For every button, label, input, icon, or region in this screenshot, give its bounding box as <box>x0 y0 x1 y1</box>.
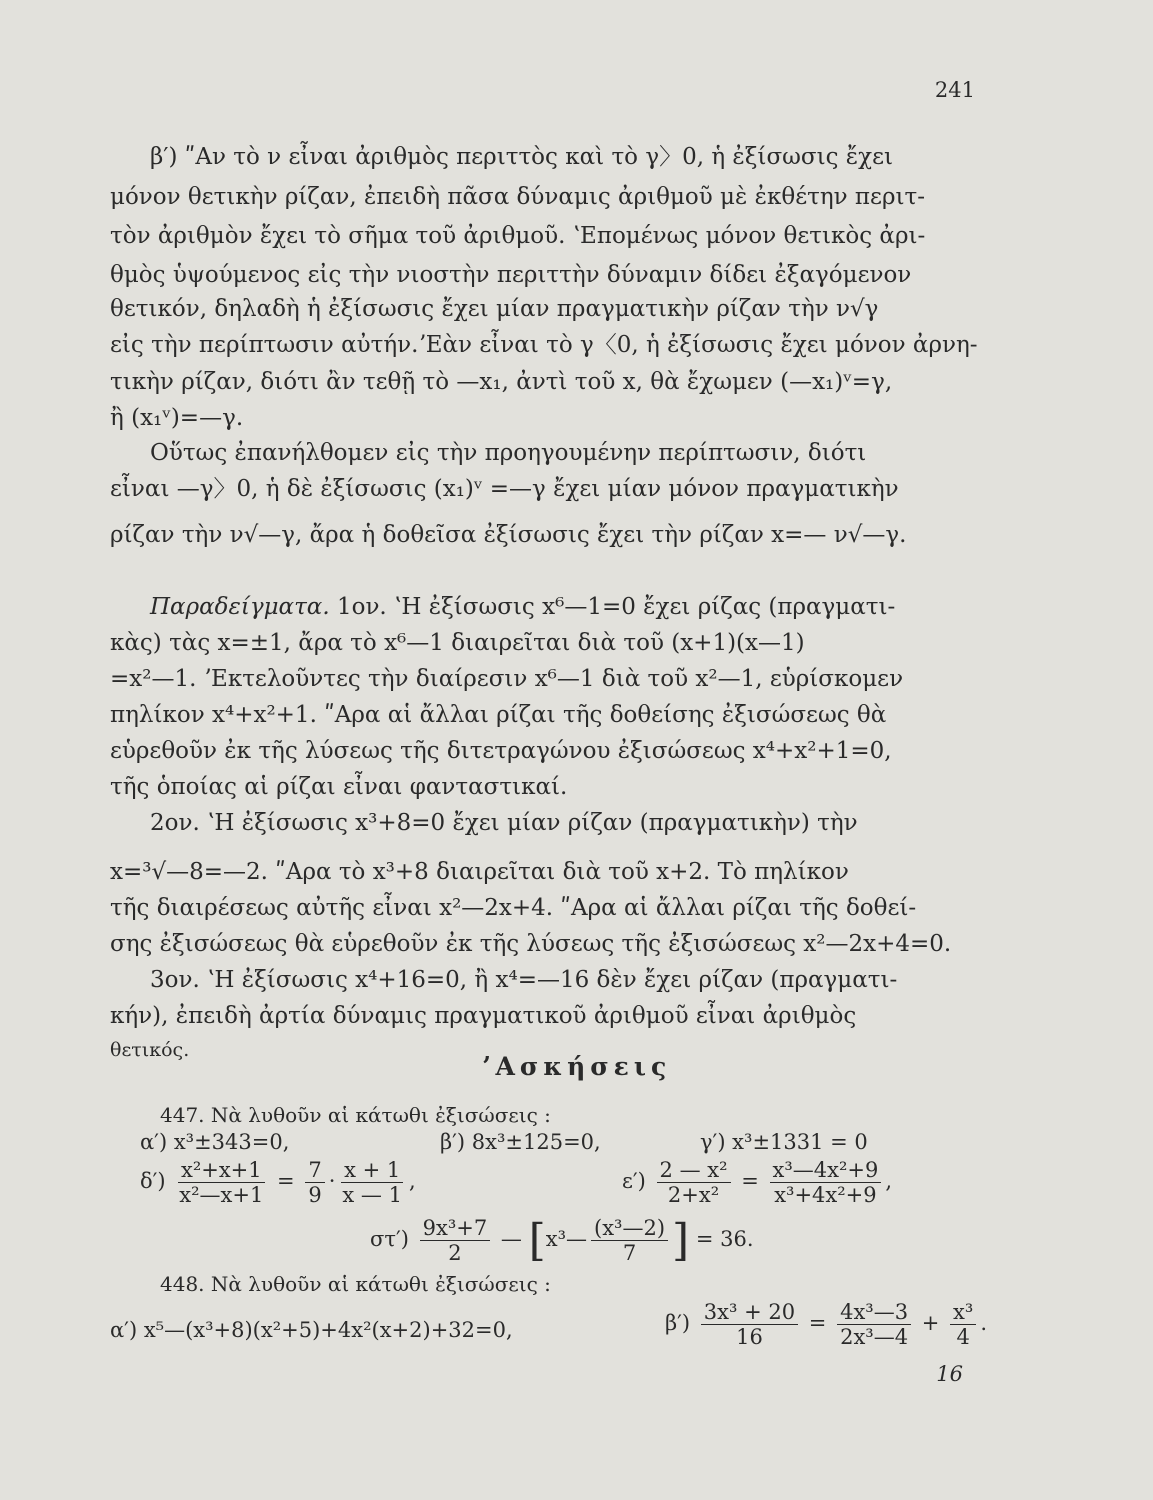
numerator: x³ <box>950 1300 976 1325</box>
text-line: =x²—1. ʼΕκτελοῦντες τὴν διαίρεσιν x⁶—1 διὰ τοῦ x²—1, εὑρίσκομεν <box>110 666 904 692</box>
fraction <box>701 1300 798 1349</box>
dot: · <box>328 1169 336 1193</box>
text-line: 2ον. ʽΗ ἐξίσωσις x³+8=0 ἔχει μίαν ρίζαν (πραγματικὴν) τὴν <box>150 810 858 836</box>
plus-sign: + <box>921 1311 940 1335</box>
comma: , <box>408 1169 416 1193</box>
period: . <box>980 1311 987 1335</box>
text-line: τῆς ὁποίας αἱ ρίζαι εἶναι φανταστικαί. <box>110 774 568 800</box>
label: στ′) <box>370 1227 409 1251</box>
fraction <box>950 1300 976 1349</box>
exercise-447-f <box>370 1215 754 1266</box>
exercise-447-title: 447. Νὰ λυθοῦν αἱ κάτωθι ἐξισώσεις : <box>160 1103 551 1127</box>
denominator: 2 <box>448 1241 462 1265</box>
text-line: β′) ʺΑν τὸ ν εἶναι ἀριθμὸς περιττὸς καὶ τὸ γ〉0, ἡ ἐξίσωσις ἔχει <box>150 144 894 170</box>
text-line: θετικός. <box>110 1039 190 1061</box>
numerator: (x³—2) <box>591 1216 668 1241</box>
numerator: 3x³ + 20 <box>701 1300 798 1325</box>
denominator: x — 1 <box>342 1183 402 1207</box>
numerator: x²+x+1 <box>178 1158 265 1183</box>
text-line: εὑρεθοῦν ἐκ τῆς λύσεως τῆς διτετραγώνου ἐξισώσεως x⁴+x²+1=0, <box>110 738 892 764</box>
text-line: εἰς τὴν περίπτωσιν αὐτήν.ʼΕὰν εἶναι τὸ γ〈0, ἡ ἐξίσωσις ἔχει μόνον ἀρνη- <box>110 332 978 358</box>
left-bracket: [ <box>528 1215 546 1266</box>
numerator: x + 1 <box>341 1158 403 1183</box>
fraction <box>305 1158 324 1207</box>
numerator: 4x³—3 <box>837 1300 911 1325</box>
denominator: x³+4x²+9 <box>774 1183 877 1207</box>
text-line: σης ἐξισώσεως θὰ εὑρεθοῦν ἐκ τῆς λύσεως τῆς ἐξισώσεως x²—2x+4=0. <box>110 931 952 957</box>
text-line: κήν), ἐπειδὴ ἀρτία δύναμις πραγματικοῦ ἀριθμοῦ εἶναι ἀριθμὸς <box>110 1003 857 1029</box>
fraction <box>176 1158 266 1207</box>
exercise-447-b: β′) 8x³±125=0, <box>440 1130 601 1154</box>
numerator: x³—4x²+9 <box>770 1158 882 1183</box>
text-line: τὸν ἀριθμὸν ἔχει τὸ σῆμα τοῦ ἀριθμοῦ. ʽΕπομένως μόνον θετικὸς ἀρι- <box>110 223 926 249</box>
denominator: 9 <box>308 1183 322 1207</box>
denominator: x²—x+1 <box>179 1183 264 1207</box>
term: x³— <box>545 1227 588 1251</box>
text-line: ρίζαν τὴν ν√—γ, ἄρα ἡ δοθεῖσα ἐξίσωσις ἔχει τὴν ρίζαν x=— ν√—γ. <box>110 522 907 548</box>
examples-line: Παραδείγματα. 1ον. ʽΗ ἐξίσωσις x⁶—1=0 ἔχει ρίζας (πραγματι- <box>150 594 896 620</box>
numerator: 2 — x² <box>657 1158 731 1183</box>
fraction <box>657 1158 731 1207</box>
fraction <box>420 1216 491 1265</box>
numerator: 9x³+7 <box>420 1216 491 1241</box>
text-line: 3ον. ʽΗ ἐξίσωσις x⁴+16=0, ἢ x⁴=—16 δὲν ἔχει ρίζαν (πραγματι- <box>150 967 898 993</box>
signature-number: 16 <box>936 1362 963 1386</box>
fraction <box>339 1158 405 1207</box>
examples-label: Παραδείγματα. <box>150 594 330 620</box>
text-line: τῆς διαιρέσεως αὐτῆς εἶναι x²—2x+4. ʺΑρα αἱ ἄλλαι ρίζαι τῆς δοθεί- <box>110 895 917 921</box>
fraction <box>837 1300 911 1349</box>
exercise-447-e <box>622 1158 892 1207</box>
text-line: θμὸς ὑψούμενος εἰς τὴν νιοστὴν περιττὴν δύναμιν δίδει ἐξαγόμενον <box>110 262 912 288</box>
numerator: 7 <box>305 1158 324 1183</box>
text-line: κὰς) τὰς x=±1, ἄρα τὸ x⁶—1 διαιρεῖται διὰ τοῦ (x+1)(x—1) <box>110 630 805 656</box>
equals-sign: = <box>741 1169 759 1193</box>
denominator: 2+x² <box>667 1183 720 1207</box>
denominator: 16 <box>736 1325 763 1349</box>
text-line: τικὴν ρίζαν, διότι ἂν τεθῇ τὸ —x₁, ἀντὶ τοῦ x, θὰ ἔχωμεν (—x₁)ᵛ=γ, <box>110 369 893 395</box>
denominator: 2x³—4 <box>840 1325 909 1349</box>
fraction <box>591 1216 668 1265</box>
exercise-447-c: γ′) x³±1331 = 0 <box>700 1130 868 1154</box>
exercise-447-d <box>140 1158 416 1207</box>
exercise-447-a: α′) x³±343=0, <box>140 1130 290 1154</box>
fraction <box>770 1158 882 1207</box>
exercise-448-a: α′) x⁵—(x³+8)(x²+5)+4x²(x+2)+32=0, <box>110 1318 513 1342</box>
page-number: 241 <box>934 78 975 102</box>
exercise-448-title: 448. Νὰ λυθοῦν αἱ κάτωθι ἐξισώσεις : <box>160 1272 551 1296</box>
denominator: 4 <box>956 1325 970 1349</box>
text-line: Οὕτως ἐπανήλθομεν εἰς τὴν προηγουμένην περίπτωσιν, διότι <box>150 440 867 466</box>
comma: , <box>885 1169 893 1193</box>
label: β′) <box>665 1311 691 1335</box>
equals-sign: = <box>808 1311 827 1335</box>
equals-sign: = <box>277 1169 295 1193</box>
label: δ′) <box>140 1169 166 1193</box>
text-line: πηλίκον x⁴+x²+1. ʺΑρα αἱ ἄλλαι ρίζαι τῆς δοθείσης ἐξισώσεως θὰ <box>110 702 887 728</box>
minus-sign: — <box>500 1227 522 1251</box>
denominator: 7 <box>622 1241 637 1265</box>
text-line: εἶναι —γ〉0, ἡ δὲ ἐξίσωσις (x₁)ᵛ =—γ ἔχει μίαν μόνον πραγματικὴν <box>110 476 899 502</box>
text-line: ἢ (x₁ᵛ)=—γ. <box>110 405 244 431</box>
result: = 36. <box>695 1227 754 1251</box>
label: ε′) <box>622 1169 646 1193</box>
exercise-448-b <box>665 1300 987 1349</box>
exercises-heading: ʼΑσκήσεις <box>481 1052 672 1081</box>
text-line: x=³√—8=—2. ʺΑρα τὸ x³+8 διαιρεῖται διὰ τοῦ x+2. Τὸ πηλίκον <box>110 859 849 885</box>
text-line: μόνον θετικὴν ρίζαν, ἐπειδὴ πᾶσα δύναμις ἀριθμοῦ μὲ ἐκθέτην περιτ- <box>110 184 925 210</box>
text-line: θετικόν, δηλαδὴ ἡ ἐξίσωσις ἔχει μίαν πραγματικὴν ρίζαν τὴν ν√γ <box>110 296 879 322</box>
right-bracket: ] <box>672 1215 690 1266</box>
